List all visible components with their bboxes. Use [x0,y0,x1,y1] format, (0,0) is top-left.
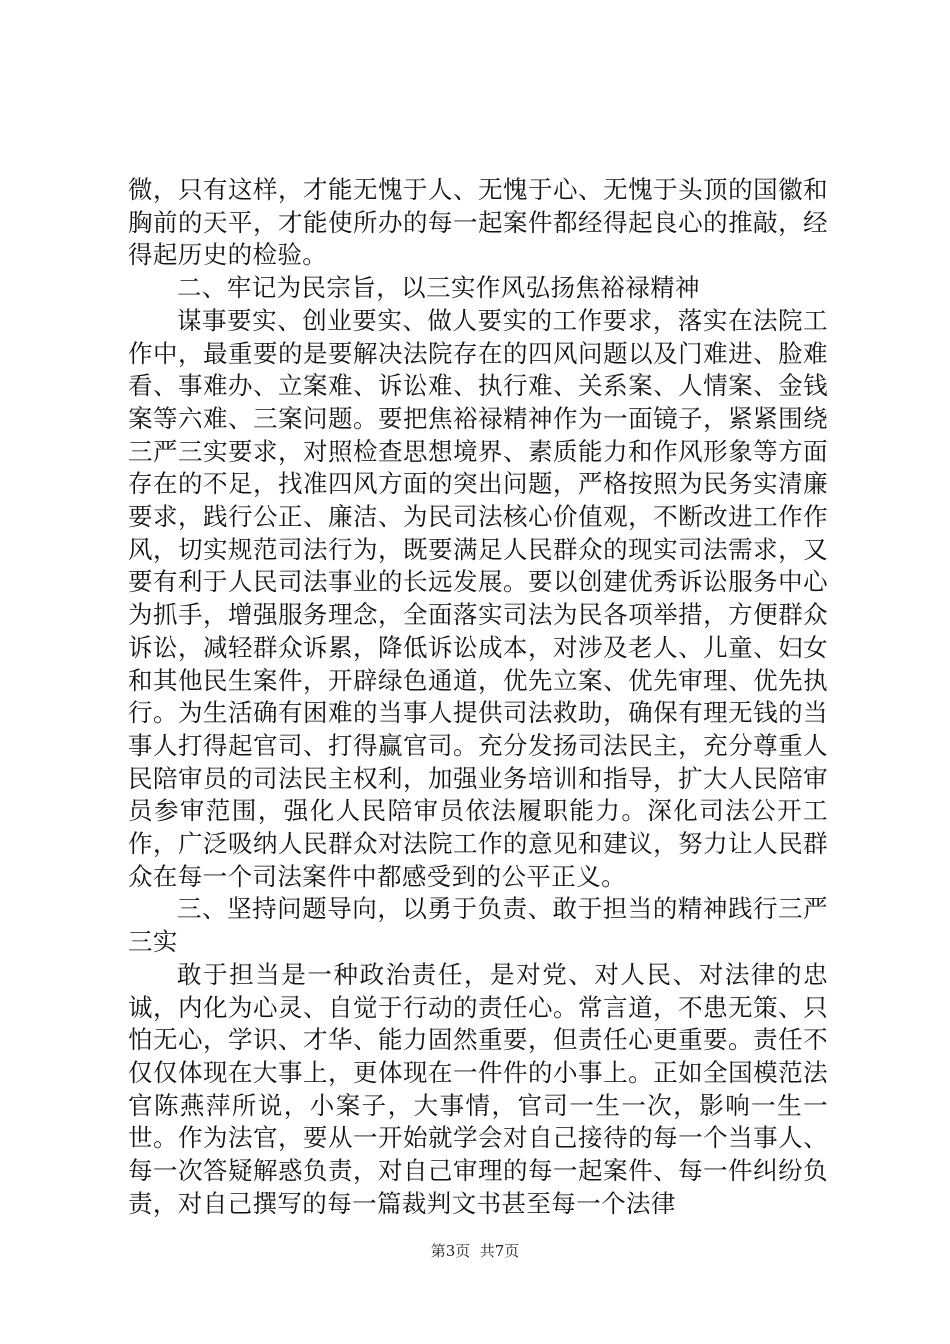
section-heading-2: 二、牢记为民宗旨，以三实作风弘扬焦裕禄精神 [177,273,700,303]
paragraph-1: 微，只有这样，才能无愧于人、无愧于心、无愧于头顶的国徽和胸前的天平，才能使所办的每一起案件都经得起良心的推敲，经得起历史的检验。 [128,175,828,270]
page-footer: 第3页 共7页 [430,1242,520,1260]
paragraph-3: 敢于担当是一种政治责任，是对党、对人民、对法律的忠诚，内化为心灵、自觉于行动的责任心。常言道，不患无策、只怕无心，学识、才华、能力固然重要，但责任心更重要。责任不仅仅体现在大事上，更体现在一件件的小事上。正如全国模范法官陈燕萍所说，小案子，大事情，官司一生一次，影响一生一世。作为法官，要从一开始就学会对自己接待的每一个当事人、每一次答疑解惑负责，对自己审理的每一起案件、每一件纠纷负责，对自己撰写的每一篇裁判文书甚至每一个法律 [128,959,828,1218]
paragraph-2: 谋事要实、创业要实、做人要实的工作要求，落实在法院工作中，最重要的是要解决法院存在的四风问题以及门难进、脸难看、事难办、立案难、诉讼难、执行难、关系案、人情案、金钱案等六难、三案问题。要把焦裕禄精神作为一面镜子，紧紧围绕三严三实要求，对照检查思想境界、素质能力和作风形象等方面存在的不足，找准四风方面的突出问题，严格按照为民务实清廉要求，践行公正、廉洁、为民司法核心价值观，不断改进工作作风，切实规范司法行为，既要满足人民群众的现实司法需求，又要有利于人民司法事业的长远发展。要以创建优秀诉讼服务中心为抓手，增强服务理念，全面落实司法为民各项举措，方便群众诉讼，减轻群众诉累，降低诉讼成本，对涉及老人、儿童、妇女和其他民生案件，开辟绿色通道，优先立案、优先审理、优先执行。为生活确有困难的当事人提供司法救助，确保有理无钱的当事人打得起官司、打得赢官司。充分发扬司法民主，充分尊重人民陪审员的司法民主权利，加强业务培训和指导，扩大人民陪审员参审范围，强化人民陪审员依法履职能力。深化司法公开工作，广泛吸纳人民群众对法院工作的意见和建议，努力让人民群众在每一个司法案件中都感受到的公平正义。 [128,305,828,891]
section-heading-3: 三、坚持问题导向，以勇于负责、敢于担当的精神践行三严三实 [128,894,828,957]
document-body [128,174,828,1221]
